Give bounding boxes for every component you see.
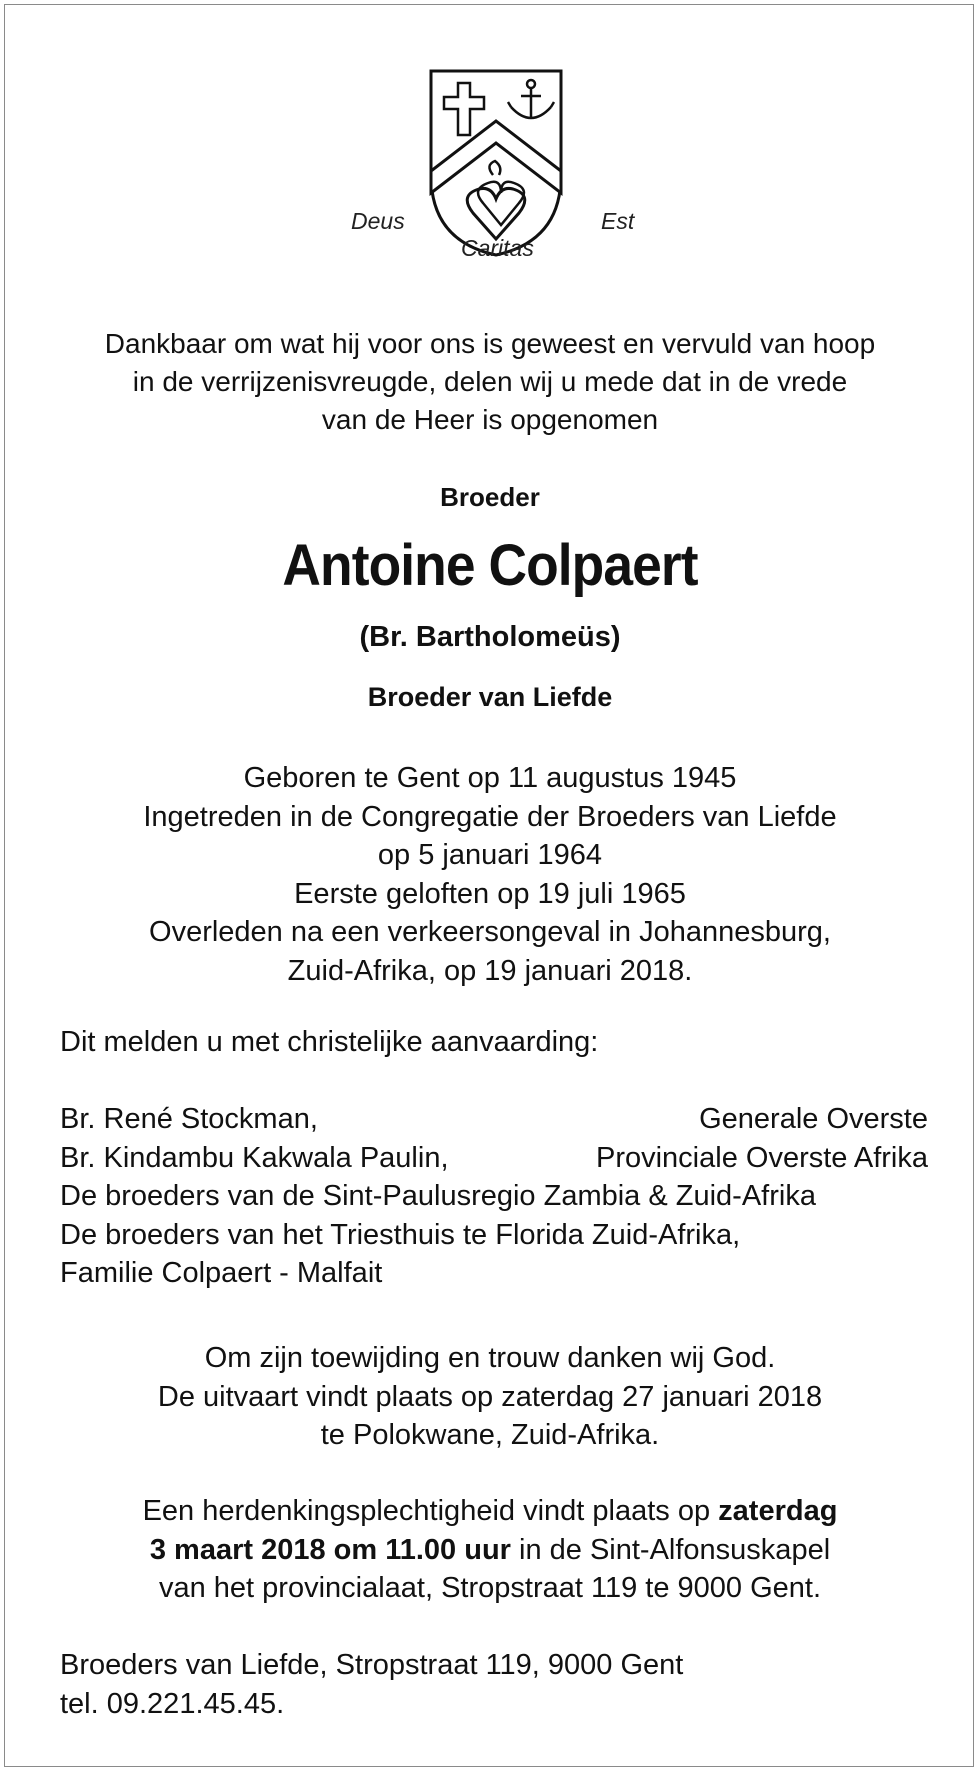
memorial-day: zaterdag <box>718 1495 838 1527</box>
announcement: Dit melden u met christelijke aanvaarding: <box>60 1026 599 1058</box>
memorial-line: van het provincialaat, Stropstraat 119 te 9000 Gent. <box>158 1572 822 1604</box>
footer-address: Broeders van Liefde, Stropstraat 119, 9000 Gent <box>60 1649 684 1681</box>
life-facts <box>5 759 975 990</box>
motto-bottom: Caritas <box>461 235 534 261</box>
fact-line: Geboren te Gent op 11 augustus 1945 <box>243 762 737 794</box>
memorial-datetime: 3 maart 2018 om 11.00 uur <box>149 1533 511 1566</box>
fact-line: Ingetreden in de Congregatie der Broeders van Liefde <box>143 800 837 833</box>
fact-line: Overleden na een verkeersongeval in Johannesburg, <box>149 916 831 948</box>
intro-line: van de Heer is opgenomen <box>321 404 659 435</box>
memorial-paragraph <box>5 1492 975 1608</box>
signatory-role: Provinciale Overste Afrika <box>595 1142 928 1174</box>
signatory-name: Br. René Stockman, <box>60 1103 318 1135</box>
intro-line: Dankbaar om wat hij voor ons is geweest en vervuld van hoop <box>104 328 876 359</box>
memorial-line <box>5 1492 975 1531</box>
memorial-line <box>5 1531 975 1570</box>
signatory-name: Br. Kindambu Kakwala Paulin, <box>60 1142 449 1174</box>
closing-paragraph <box>5 1339 975 1455</box>
deceased-name: Antoine Colpaert <box>282 533 698 598</box>
motto-left: Deus <box>351 208 405 234</box>
religious-order: Broeder van Liefde <box>367 682 613 712</box>
deceased-title: Broeder <box>440 482 540 512</box>
signatory-line: Familie Colpaert - Malfait <box>60 1257 383 1289</box>
signatory-line: De broeders van de Sint-Paulusregio Zambia & Zuid-Afrika <box>60 1180 816 1212</box>
memorial-text: Een herdenkingsplechtigheid vindt plaats op <box>142 1495 719 1527</box>
closing-line: Om zijn toewijding en trouw danken wij God. <box>204 1342 776 1374</box>
signatory-row <box>60 1103 928 1136</box>
crest <box>343 63 643 293</box>
signatory-role: Generale Overste <box>699 1103 928 1135</box>
motto-right: Est <box>601 208 635 234</box>
fact-line: Eerste geloften op 19 juli 1965 <box>294 877 686 910</box>
religious-name: (Br. Bartholomeüs) <box>359 621 621 653</box>
fact-line: Zuid-Afrika, op 19 januari 2018. <box>287 954 693 987</box>
obituary-card <box>4 4 974 1767</box>
footer-phone: tel. 09.221.45.45. <box>60 1687 285 1720</box>
memorial-text: in de Sint-Alfonsuskapel <box>510 1533 831 1566</box>
closing-line: De uitvaart vindt plaats op zaterdag 27 januari 2018 <box>157 1380 823 1413</box>
signatory-row <box>60 1142 928 1175</box>
fact-line: op 5 januari 1964 <box>377 839 603 871</box>
closing-line: te Polokwane, Zuid-Afrika. <box>320 1419 660 1451</box>
intro-line: in de verrijzenisvreugde, delen wij u mede dat in de vrede <box>132 366 848 397</box>
intro-paragraph <box>5 325 975 439</box>
footer-contact <box>60 1646 683 1723</box>
signatory-line: De broeders van het Triesthuis te Florida Zuid-Afrika, <box>60 1219 741 1251</box>
